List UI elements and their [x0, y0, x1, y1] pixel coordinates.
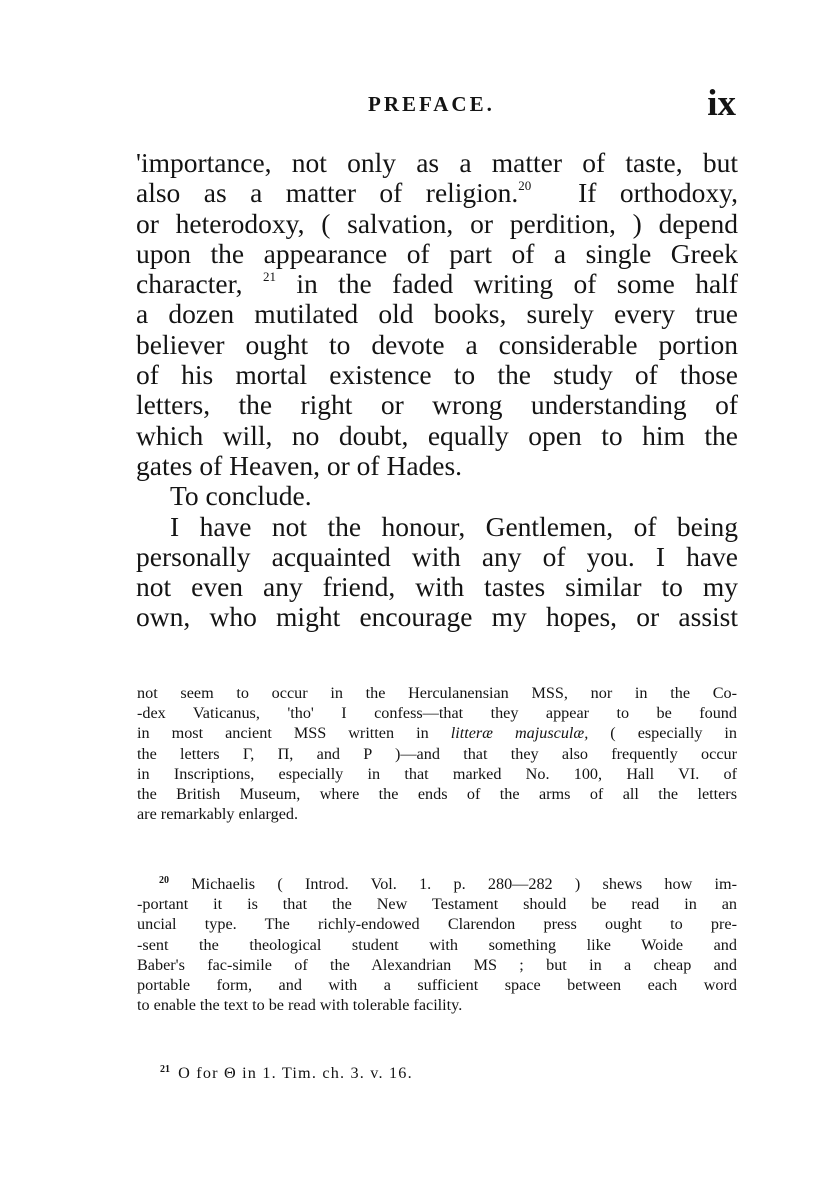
- footnote-line: [137, 723, 737, 743]
- text-fragment: character,: [136, 268, 243, 300]
- footnote-line: are remarkably enlarged.: [137, 805, 299, 824]
- text-line: I have not the honour, Gentlemen, of being: [170, 510, 738, 542]
- text-fragment: in the faded writing of some half: [296, 268, 739, 300]
- footnote-line: uncial type. The richly-endowed Clarendon press ought to pre-: [137, 915, 737, 934]
- footnote-continued: [137, 683, 737, 824]
- text-line: believer ought to devote a considerable portion: [136, 328, 738, 360]
- text-line: a dozen mutilated old books, surely every true: [136, 298, 738, 330]
- footnote-line: in Inscriptions, especially in that marked No. 100, Hall VI. of: [137, 764, 737, 783]
- footnote-line: -portant it is that the New Testament should be read in an: [137, 895, 737, 914]
- text-fragment: also as a matter of religion.: [136, 177, 519, 209]
- text-line: [136, 269, 738, 299]
- footnote-line: to enable the text to be read with tolerable facility.: [137, 996, 463, 1015]
- text-line: or heterodoxy, ( salvation, or perdition, ) depend: [136, 207, 738, 239]
- footnote-ref-20: 20: [518, 178, 532, 194]
- footnote-line: not seem to occur in the Herculanensian MSS, nor in the Co-: [137, 684, 737, 702]
- text-line: [136, 178, 738, 208]
- text-line: 'importance, not only as a matter of taste, but: [136, 147, 738, 178]
- footnote-line: -dex Vaticanus, 'tho' I confess—that they appear to be found: [137, 704, 737, 723]
- footnote-21: [160, 1062, 720, 1084]
- text-line: letters, the right or wrong understanding of: [136, 389, 738, 421]
- footnote-line: portable form, and with a sufficient space between each word: [137, 975, 737, 994]
- text-line: gates of Heaven, or of Hades.: [136, 449, 463, 481]
- running-head: PREFACE.: [368, 92, 495, 116]
- footnote-line: -sent the theological student with something like Woide and: [137, 935, 737, 954]
- footnote-line: [137, 874, 737, 894]
- footnote-text: O for Θ in 1. Tim. ch. 3. v. 16.: [178, 1064, 413, 1082]
- text-line: personally acquainted with any of you. I have: [136, 540, 738, 572]
- text-fragment: in most ancient MSS written in: [137, 724, 429, 743]
- footnote-line: the British Museum, where the ends of the arms of all the letters: [137, 784, 737, 803]
- footnote-ref-21: 21: [262, 269, 276, 285]
- footnote-line: Baber's fac-simile of the Alexandrian MS ; but in a cheap and: [137, 955, 737, 974]
- main-text: [136, 148, 738, 633]
- text-fragment: If orthodoxy,: [578, 177, 738, 209]
- text-fragment: Michaelis ( Introd. Vol. 1. p. 280—282 ) shews how im-: [191, 875, 738, 893]
- footnote-line: the letters Γ, Π, and P )—and that they also frequently occur: [137, 744, 737, 763]
- text-line: upon the appearance of part of a single Greek: [136, 237, 738, 269]
- text-line: own, who might encourage my hopes, or assist: [136, 601, 738, 633]
- text-line: which will, no doubt, equally open to him the: [136, 419, 738, 451]
- italic-phrase: litteræ majusculæ,: [450, 724, 589, 743]
- footnote-20: [137, 874, 737, 1015]
- footnote-mark-20: 20: [159, 875, 169, 886]
- footnote-mark-21: 21: [160, 1064, 170, 1075]
- page-number: ix: [707, 83, 736, 124]
- text-line: To conclude.: [170, 480, 312, 512]
- text-line: not even any friend, with tastes similar to my: [136, 571, 738, 603]
- text-fragment: ( especially in: [610, 724, 738, 743]
- page-header: [130, 83, 740, 126]
- text-line: of his mortal existence to the study of those: [136, 359, 738, 391]
